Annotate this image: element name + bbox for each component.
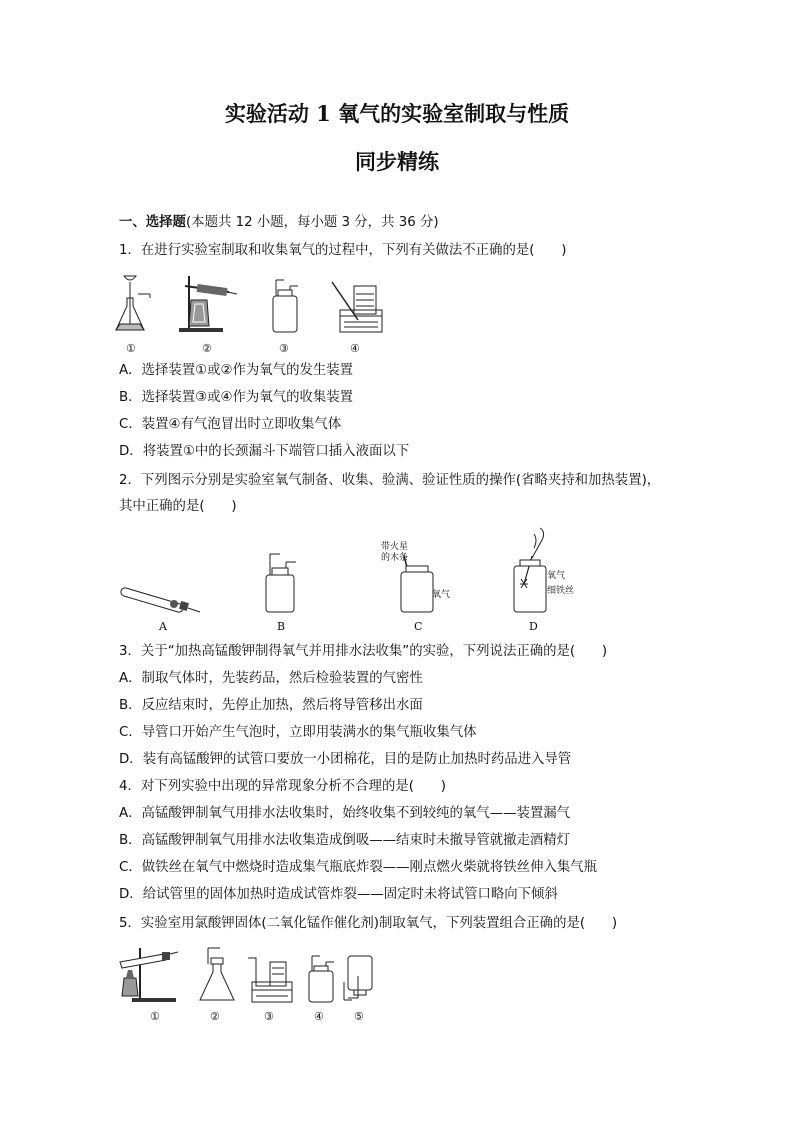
q4-option-b: B．高锰酸钾制氧气用排水法收集造成倒吸——结束时未撤导管就撤走酒精灯 [119, 833, 571, 848]
q2-c-annotation-1: 带火星 [381, 542, 409, 552]
q5-apparatus-2 [198, 944, 238, 1004]
q5-apparatus-4 [306, 954, 336, 1004]
q5-apparatus-5 [342, 954, 376, 1004]
q1-label-4: ④ [350, 342, 360, 355]
q3-option-a: A．制取气体时，先装药品，然后检验装置的气密性 [119, 671, 423, 686]
q5-label-5: ⑤ [354, 1010, 364, 1023]
q1-apparatus-1 [116, 272, 156, 334]
q5-label-1: ① [150, 1010, 160, 1023]
q1-label-1: ① [126, 342, 136, 355]
q1-option-d: D．将装置①中的长颈漏斗下端管口插入液面以下 [119, 444, 410, 459]
q2-d-gas-label: 氧气 [547, 571, 566, 581]
q5-stem: 5．实验室用氯酸钾固体(二氧化锰作催化剂)制取氧气，下列装置组合正确的是( ) [119, 916, 618, 931]
q2-stem-line1: 2．下列图示分别是实验室氧气制备、收集、验满、验证性质的操作(省略夹持和加热装置)， [119, 473, 661, 488]
section-note: (本题共 12 小题，每小题 3 分，共 36 分) [185, 215, 439, 230]
q2-c-gas-label: 氧气 [432, 590, 451, 600]
q3-option-c: C．导管口开始产生气泡时，立即用装满水的集气瓶收集气体 [119, 725, 477, 740]
q5-apparatus-1 [118, 944, 178, 1004]
q2-label-c: C [414, 620, 423, 633]
page-title: 实验活动 1 氧气的实验室制取与性质 [224, 101, 570, 126]
q2-label-b: B [277, 620, 286, 633]
q2-label-a: A [159, 620, 167, 633]
q2-stem-line2: 其中正确的是( ) [119, 499, 237, 514]
q2-apparatus-c [398, 556, 438, 614]
q4-option-c: C．做铁丝在氧气中燃烧时造成集气瓶底炸裂——刚点燃火柴就将铁丝伸入集气瓶 [119, 860, 598, 875]
q4-option-a: A．高锰酸钾制氧气用排水法收集时，始终收集不到较纯的氧气——装置漏气 [119, 806, 571, 821]
q1-label-3: ③ [279, 342, 289, 355]
section-header [119, 214, 439, 232]
q2-d-wire-label: 细铁丝 [547, 586, 575, 596]
q1-option-c: C．装置④有气泡冒出时立即收集气体 [119, 417, 342, 432]
q2-apparatus-a [122, 584, 202, 614]
q1-option-a: A．选择装置①或②作为氧气的发生装置 [119, 363, 354, 378]
q1-option-b: B．选择装置③或④作为氧气的收集装置 [119, 390, 354, 405]
q2-c-annotation-2: 的木条 [381, 553, 409, 563]
q4-option-d: D．给试管里的固体加热时造成试管炸裂——固定时未将试管口略向下倾斜 [119, 887, 558, 902]
page-subtitle: 同步精练 [355, 149, 439, 174]
q5-label-3: ③ [264, 1010, 274, 1023]
q3-stem: 3．关于“加热高锰酸钾制得氧气并用排水法收集”的实验，下列说法正确的是( ) [119, 644, 608, 659]
q5-label-2: ② [210, 1010, 220, 1023]
q5-label-4: ④ [314, 1010, 324, 1023]
q3-option-d: D．装有高锰酸钾的试管口要放一小团棉花，目的是防止加热时药品进入导管 [119, 752, 572, 767]
q3-option-b: B．反应结束时，先停止加热，然后将导管移出水面 [119, 698, 423, 713]
q5-apparatus-3 [246, 956, 294, 1004]
section-heading: 一、选择题 [119, 215, 186, 230]
q2-apparatus-b [262, 552, 298, 614]
q1-label-2: ② [202, 342, 212, 355]
q1-apparatus-3 [270, 278, 300, 334]
q1-apparatus-4 [328, 280, 384, 334]
q1-apparatus-2 [177, 272, 239, 334]
q4-stem: 4．对下列实验中出现的异常现象分析不合理的是( ) [119, 779, 446, 794]
q2-label-d: D [529, 620, 538, 633]
q2-apparatus-d [510, 526, 550, 614]
q1-stem: 1．在进行实验室制取和收集氧气的过程中，下列有关做法不正确的是( ) [119, 243, 567, 258]
